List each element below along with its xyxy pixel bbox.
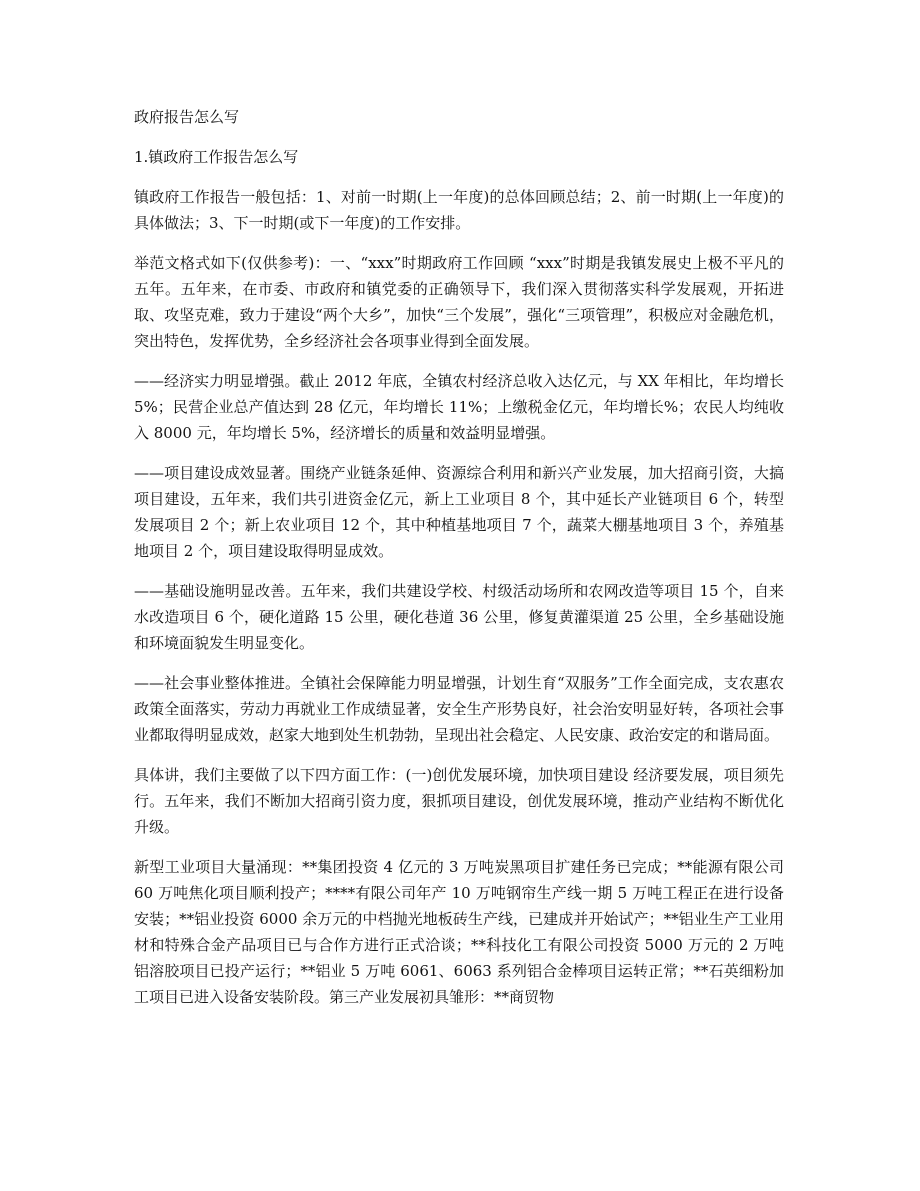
paragraph-overview: 镇政府工作报告一般包括：1、对前一时期(上一年度)的总体回顾总结；2、前一时期(上一年度)的具体做法；3、下一时期(或下一年度)的工作安排。 (134, 188, 784, 232)
paragraph-economy: ——经济实力明显增强。截止 2012 年底，全镇农村经济总收入达亿元，与 XX 年相比，年均增长 5%；民营企业总产值达到 28 亿元，年均增长 11%；上缴税金亿元，年均增长%；农民人均纯收入 8000 元，年均增长 5%，经济增长的质量和效益明显增强。 (134, 372, 784, 442)
paragraph-template-intro: 举范文格式如下(仅供参考)：一、“xxx”时期政府工作回顾 “xxx”时期是我镇发展史上极不平凡的五年。五年来，在市委、市政府和镇党委的正确领导下，我们深入贯彻落实科学发展观，开拓进取、攻坚克难，致力于建设“两个大乡”，加快“三个发展”，强化“三项管理”，积极应对金融危机，突出特色，发挥优势，全乡经济社会各项事业得到全面发展。 (134, 254, 784, 350)
paragraph-social: ——社会事业整体推进。全镇社会保障能力明显增强，计划生育“双服务”工作全面完成，支农惠农政策全面落实，劳动力再就业工作成绩显著，安全生产形势良好，社会治安明显好转，各项社会事业都取得明显成效，赵家大地到处生机勃勃，呈现出社会稳定、人民安康、政治安定的和谐局面。 (134, 674, 784, 744)
paragraph-specific-work: 具体讲，我们主要做了以下四方面工作：(一)创优发展环境，加快项目建设 经济要发展，项目须先行。五年来，我们不断加大招商引资力度，狠抓项目建设，创优发展环境，推动产业结构不断优化升级。 (134, 766, 784, 836)
paragraph-industrial-projects: 新型工业项目大量涌现：**集团投资 4 亿元的 3 万吨炭黑项目扩建任务已完成；**能源有限公司 60 万吨焦化项目顺利投产；****有限公司年产 10 万吨钢帘生产线一期 5 万吨工程正在进行设备安装；**铝业投资 6000 余万元的中档抛光地板砖生产线，已建成并开始试产；**铝业生产工业用材和特殊合金产品项目已与合作方进行正式洽谈；**科技化工有限公司投资 5000 万元的 2 万吨铝溶胶项目已投产运行；**铝业 5 万吨 6061、6063 系列铝合金棒项目运转正常；**石英细粉加工项目已进入设备安装阶段。第三产业发展初具雏形：**商贸物 (134, 858, 784, 1006)
document-body (134, 104, 784, 1024)
section-heading: 1.镇政府工作报告怎么写 (134, 148, 299, 166)
paragraph-projects: ——项目建设成效显著。围绕产业链条延伸、资源综合利用和新兴产业发展，加大招商引资，大搞项目建设，五年来，我们共引进资金亿元，新上工业项目 8 个，其中延长产业链项目 6 个，转型发展项目 2 个；新上农业项目 12 个，其中种植基地项目 7 个，蔬菜大棚基地项目 3 个，养殖基地项目 2 个，项目建设取得明显成效。 (134, 464, 784, 560)
paragraph-infrastructure: ——基础设施明显改善。五年来，我们共建设学校、村级活动场所和农网改造等项目 15 个，自来水改造项目 6 个，硬化道路 15 公里，硬化巷道 36 公里，修复黄灌渠道 25 公里，全乡基础设施和环境面貌发生明显变化。 (134, 582, 784, 652)
document-title: 政府报告怎么写 (134, 108, 240, 126)
